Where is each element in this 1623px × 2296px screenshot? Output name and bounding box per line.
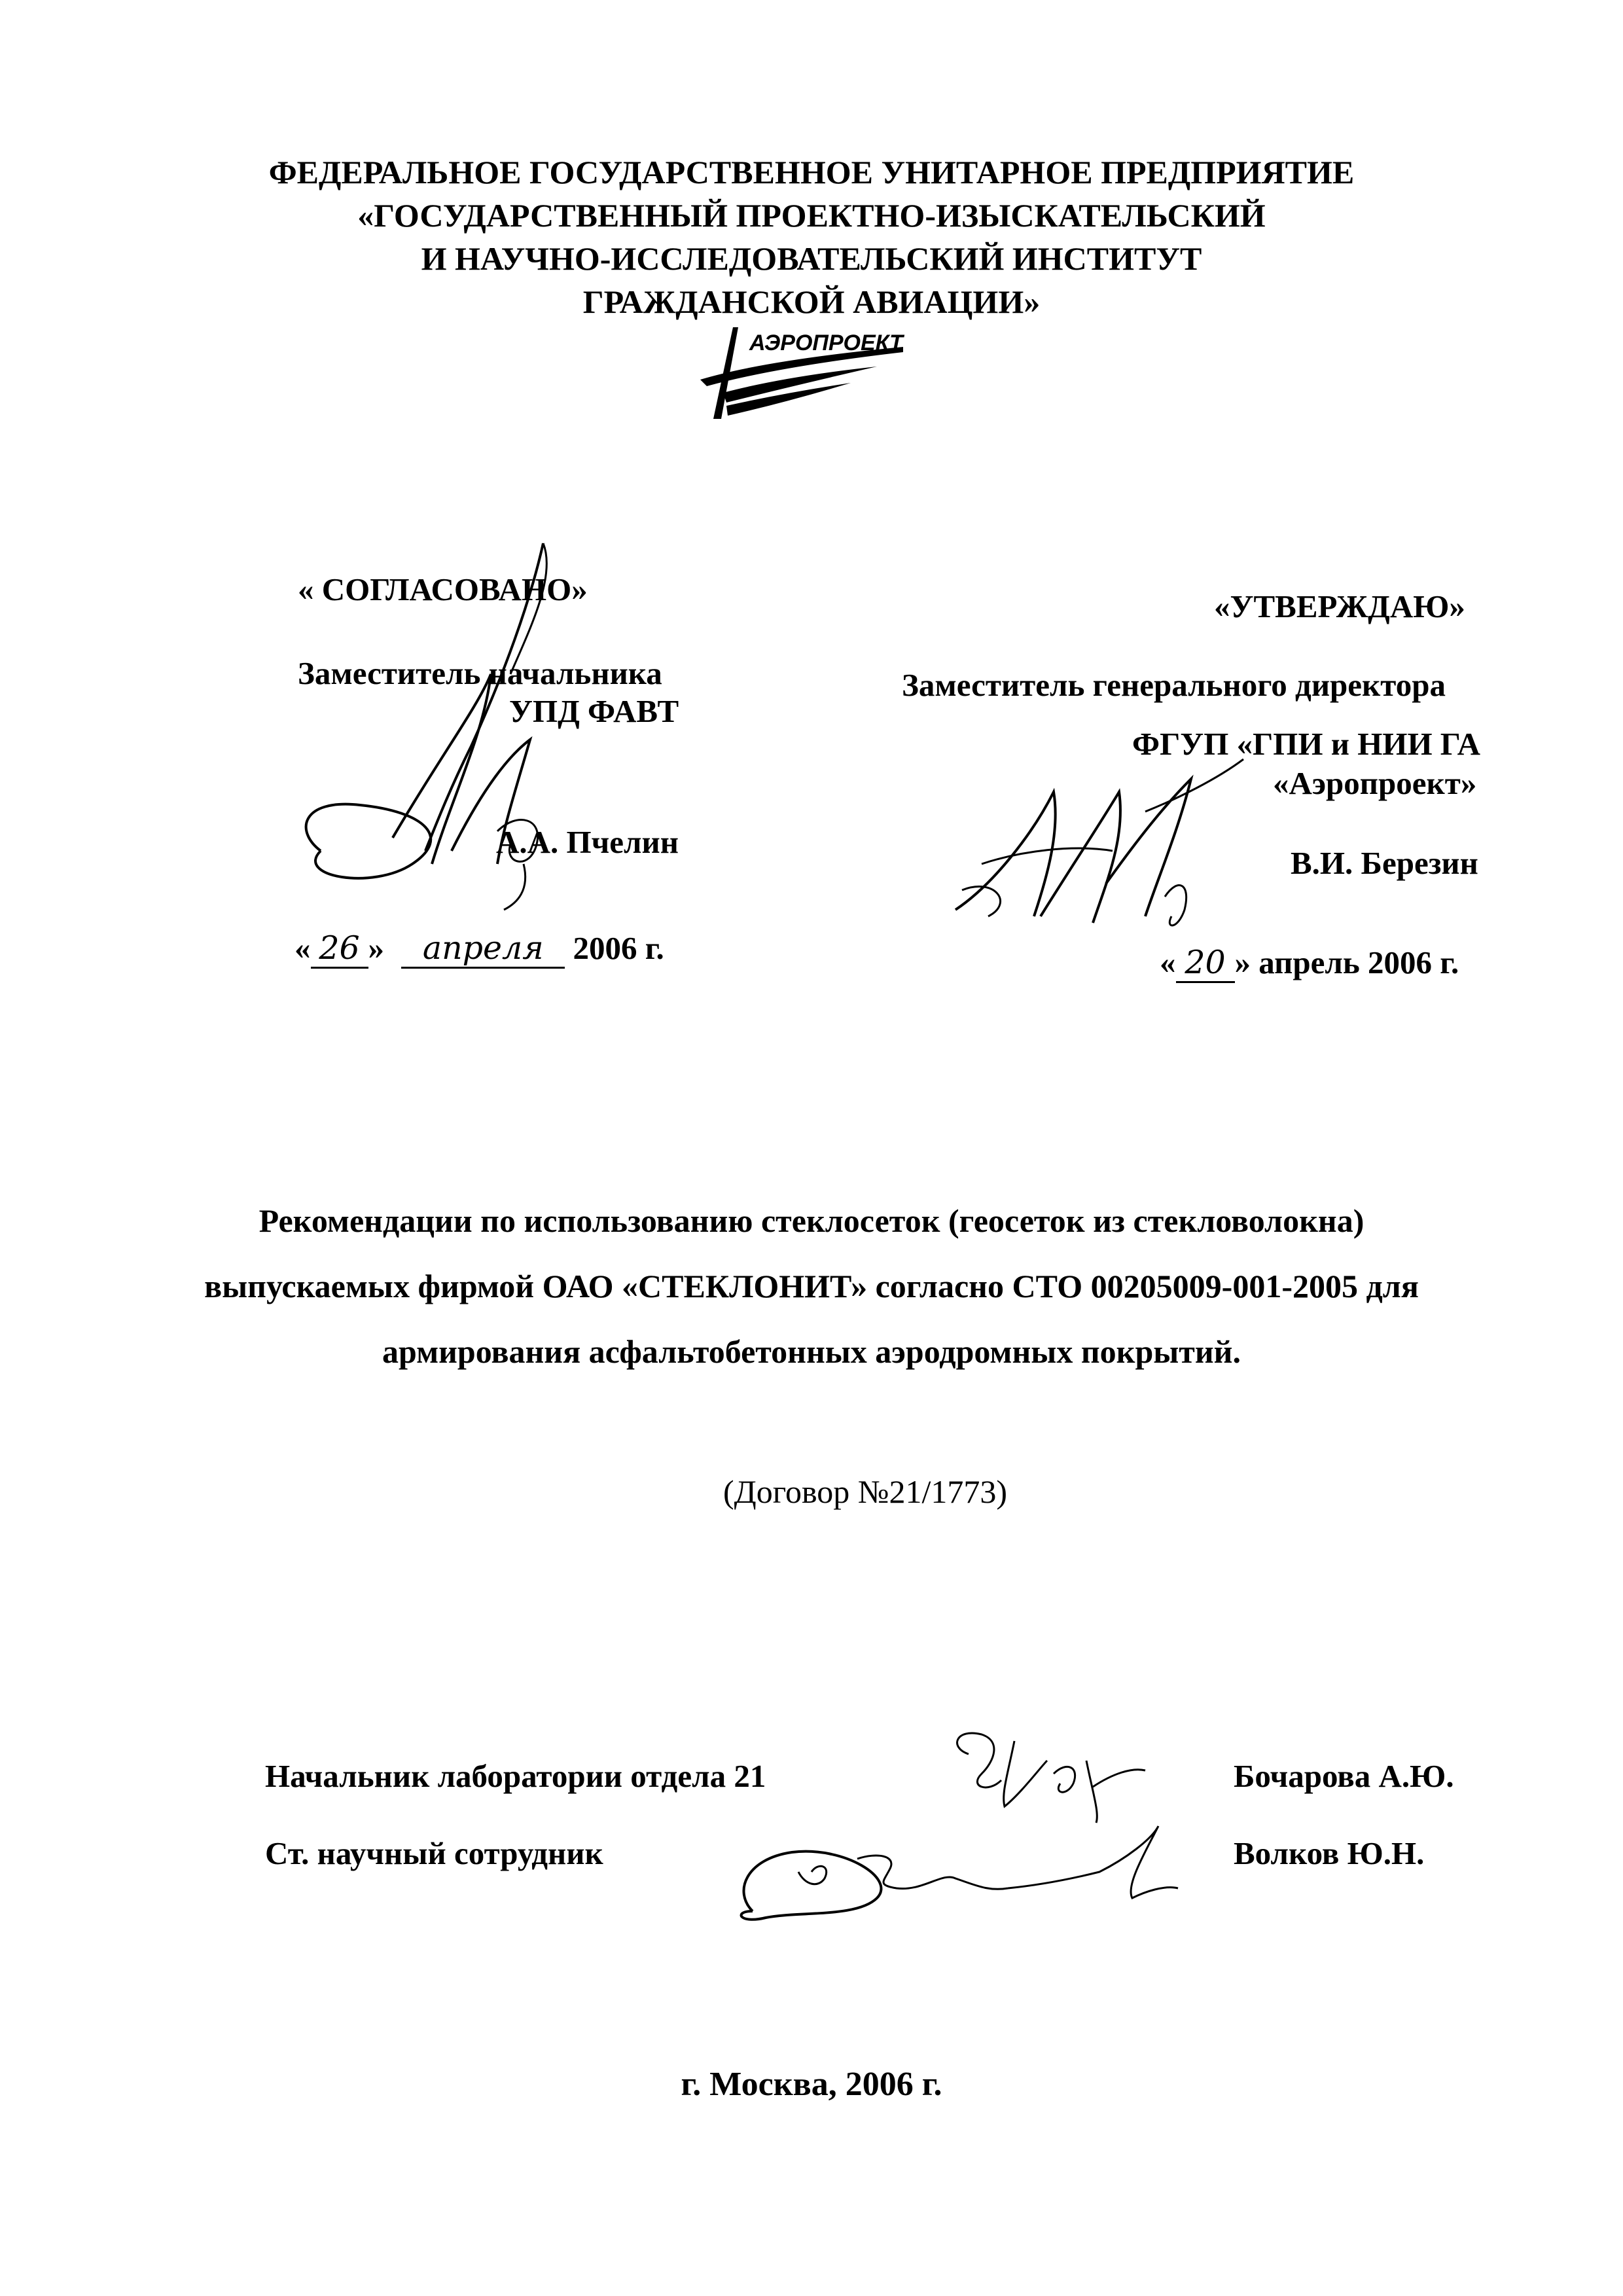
right-date-day: 20 [1176,944,1235,983]
header-line-1: ФЕДЕРАЛЬНОЕ ГОСУДАРСТВЕННОЕ УНИТАРНОЕ ПРЕДПРИЯТИЕ [268,154,1355,190]
left-approval-date [294,929,664,969]
right-date-rest: апрель 2006 г. [1258,944,1459,980]
left-approval-heading: « СОГЛАСОВАНО» [298,571,588,607]
signatory-1-signature [942,1721,1152,1826]
left-date-close-quote: » [368,930,384,966]
title-line-2: выпускаемых фирмой ОАО «СТЕКЛОНИТ» согласно СТО 00205009-001-2005 для [204,1268,1419,1304]
right-approval-date [1160,944,1459,983]
right-approval-heading: «УТВЕРЖДАЮ» [1214,588,1465,624]
document-title [0,1188,1623,1384]
signatory-name-2: Волков Ю.Н. [1234,1835,1425,1871]
header-line-4: ГРАЖДАНСКОЙ АВИАЦИИ» [582,283,1041,320]
left-date-year: 2006 г. [573,930,664,966]
logo-wordmark: АЭРОПРОЕКТ [749,331,903,355]
left-date-month: апреля [401,929,565,969]
left-date-open-quote: « [294,930,311,966]
right-position-line-1: Заместитель генерального директора [902,667,1446,703]
place-and-year: г. Москва, 2006 г. [681,2066,942,2103]
left-position-line-1: Заместитель начальника [298,655,662,691]
right-position-line-3: «Аэропроект» [1273,765,1477,801]
right-position-line-2: ФГУП «ГПИ и НИИ ГА [1132,726,1481,762]
right-signer-name: В.И. Березин [1291,845,1478,881]
header-line-2: «ГОСУДАРСТВЕННЫЙ ПРОЕКТНО-ИЗЫСКАТЕЛЬСКИЙ [357,197,1266,234]
title-line-3: армирования асфальтобетонных аэродромных покрытий. [382,1333,1241,1370]
signatory-name-1: Бочарова А.Ю. [1234,1758,1454,1794]
contract-reference: (Договор №21/1773) [723,1473,1008,1510]
signatory-role-1: Начальник лаборатории отдела 21 [265,1758,766,1794]
right-date-close-quote: » [1234,944,1251,980]
title-line-1: Рекомендации по использованию стеклосеток (геосеток из стекловолокна) [259,1202,1364,1239]
right-date-open-quote: « [1160,944,1176,980]
signatory-2-signature [726,1813,1185,1931]
organization-header [0,151,1623,323]
right-signature [942,753,1283,936]
left-signer-name: А.А. Пчелин [496,824,679,860]
signatory-role-2: Ст. научный сотрудник [265,1835,603,1871]
left-date-day: 26 [311,929,368,969]
left-position-line-2: УПД ФАВТ [509,693,679,729]
header-line-3: И НАУЧНО-ИССЛЕДОВАТЕЛЬСКИЙ ИНСТИТУТ [421,240,1202,277]
aeroproekt-logo [687,321,910,425]
